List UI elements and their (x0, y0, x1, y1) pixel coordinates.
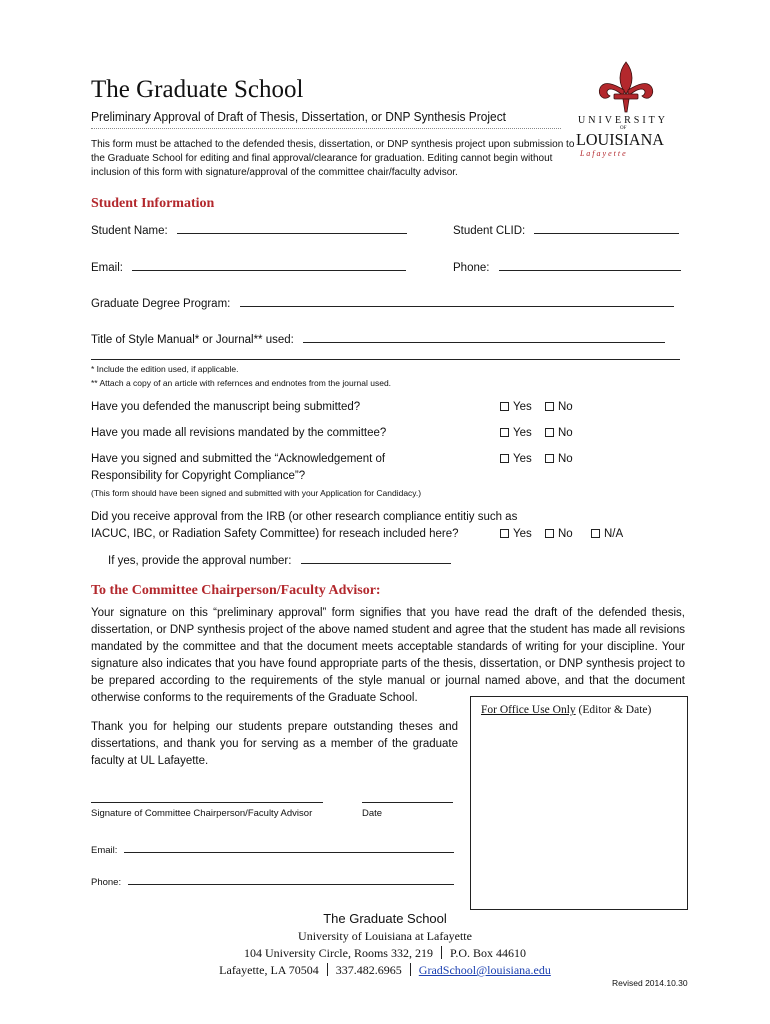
student-clid-label: Student CLID: (453, 225, 526, 237)
student-phone-label: Phone: (453, 262, 490, 274)
logo-line2: LOUISIANA (576, 130, 664, 149)
footer-line3 (0, 963, 770, 978)
degree-program-label: Graduate Degree Program: (91, 298, 231, 310)
form-subtitle: Preliminary Approval of Draft of Thesis, Dissertation, or DNP Synthesis Project (91, 109, 507, 124)
subtitle-rule (91, 128, 561, 129)
question-revisions: Have you made all revisions mandated by the committee? (91, 427, 387, 439)
question-irb-l1: Did you receive approval from the IRB (or other research compliance entitiy such as (91, 511, 518, 523)
committee-para-line: otherwise conforms to the requirements of the Graduate School. (91, 692, 418, 704)
student-info-heading: Student Information (91, 196, 215, 211)
page-title: The Graduate School (91, 76, 304, 103)
checkbox-icon (500, 428, 509, 437)
copyright-yes[interactable]: Yes (500, 453, 532, 465)
signature-line[interactable] (91, 802, 323, 803)
checkbox-icon (591, 529, 600, 538)
footer-city: Lafayette, LA 70504 (219, 963, 319, 977)
committee-para-line: Your signature on this “preliminary approval” form signifies that you have read the draft of the defended thesis, (91, 607, 685, 619)
office-use-box[interactable] (470, 696, 688, 910)
note-journal: ** Attach a copy of an article with refernces and endnotes from the journal used. (91, 378, 392, 388)
thanks-line: dissertations, and thank you for serving as a member of the graduate (91, 738, 458, 750)
advisor-email-field[interactable] (124, 841, 454, 853)
degree-program-row (91, 292, 691, 310)
revisions-no[interactable]: No (545, 427, 573, 439)
style-manual-field-line2[interactable] (91, 359, 680, 360)
office-use-label: For Office Use Only (Editor & Date) (481, 704, 652, 716)
date-line[interactable] (362, 802, 453, 803)
committee-para-line: be prepared according to the requirements of the style manual or journal named above, and that the document (91, 675, 685, 687)
checkbox-icon (545, 529, 554, 538)
university-logo (576, 60, 676, 160)
footer-line1: University of Louisiana at Lafayette (298, 929, 472, 943)
checkbox-icon (500, 454, 509, 463)
footer-line2 (0, 946, 770, 961)
question-copyright-l2: Responsibility for Copyright Compliance”? (91, 470, 306, 482)
logo-line3: L a f a y e t t e (580, 149, 626, 158)
advisor-email-label: Email: (91, 845, 118, 856)
approval-number-row (108, 549, 468, 567)
style-manual-row (91, 328, 691, 346)
intro-text: This form must be attached to the defended thesis, dissertation, or DNP synthesis project upon submission to the Graduate School for editing and final approval/clearance for graduation. Editing cannot begin without inclusion of this form with signature/approval of the committee chair/faculty advisor. (91, 139, 575, 178)
committee-para-line: dissertation, or DNP synthesis project of the above named student and agree that the student has made all revisions (91, 624, 685, 636)
revised-date: Revised 2014.10.30 (612, 978, 688, 988)
copyright-no[interactable]: No (545, 453, 573, 465)
approval-number-field[interactable] (301, 549, 451, 564)
checkbox-icon (500, 529, 509, 538)
advisor-phone-row (91, 873, 456, 888)
student-name-row (91, 219, 411, 237)
student-phone-field[interactable] (499, 256, 681, 271)
committee-para-line: mandated by the committee and that the document meets acceptable standards of writing for your discipline. Your (91, 641, 685, 653)
defended-no[interactable]: No (545, 401, 573, 413)
committee-paragraph (91, 605, 685, 707)
thanks-line: faculty at UL Lafayette. (91, 755, 209, 767)
note-edition: * Include the edition used, if applicable. (91, 364, 239, 374)
advisor-phone-label: Phone: (91, 877, 122, 888)
logo-of: OF (620, 126, 627, 131)
advisor-email-row (91, 841, 456, 856)
style-manual-field[interactable] (303, 328, 665, 343)
defended-yes[interactable]: Yes (500, 401, 532, 413)
committee-heading: To the Committee Chairperson/Faculty Advisor: (91, 583, 381, 598)
student-name-label: Student Name: (91, 225, 168, 237)
logo-line1: UNIVERSITY (578, 115, 668, 126)
checkbox-icon (500, 402, 509, 411)
footer-separator (327, 963, 328, 976)
student-clid-row (453, 219, 683, 237)
student-email-label: Email: (91, 262, 123, 274)
date-label: Date (362, 808, 383, 819)
student-phone-row (453, 256, 683, 274)
checkbox-icon (545, 454, 554, 463)
footer-title: The Graduate School (323, 911, 447, 926)
checkbox-icon (545, 428, 554, 437)
advisor-phone-field[interactable] (128, 873, 454, 885)
footer-address: 104 University Circle, Rooms 332, 219 (243, 946, 433, 960)
question-defended: Have you defended the manuscript being submitted? (91, 401, 361, 413)
footer-phone: 337.482.6965 (335, 963, 402, 977)
student-clid-field[interactable] (534, 219, 679, 234)
irb-na[interactable]: N/A (591, 528, 623, 540)
irb-yes[interactable]: Yes (500, 528, 532, 540)
student-email-field[interactable] (132, 256, 406, 271)
footer-email-link[interactable]: GradSchool@louisiana.edu (418, 963, 551, 977)
style-manual-label: Title of Style Manual* or Journal** used: (91, 334, 294, 346)
revisions-yes[interactable]: Yes (500, 427, 532, 439)
footer-separator (410, 963, 411, 976)
irb-no[interactable]: No (545, 528, 573, 540)
fleur-de-lis-icon (596, 60, 656, 116)
checkbox-icon (545, 402, 554, 411)
committee-para-line: signature also indicates that you have found appropriate parts of the thesis, dissertation, or DNP synthesis project to (91, 658, 685, 670)
question-irb-l2: IACUC, IBC, or Radiation Safety Committee) for reseach included here? (91, 528, 459, 540)
footer-pobox: P.O. Box 44610 (449, 946, 526, 960)
student-email-row (91, 256, 411, 274)
approval-number-label: If yes, provide the approval number: (108, 555, 292, 567)
signature-label: Signature of Committee Chairperson/Faculty Advisor (91, 808, 313, 819)
thanks-line: Thank you for helping our students prepare outstanding theses and (91, 721, 458, 733)
question-copyright-l1: Have you signed and submitted the “Acknowledgement of (91, 453, 386, 465)
thanks-paragraph (91, 719, 458, 770)
copyright-note: (This form should have been signed and submitted with your Application for Candidacy.) (91, 488, 422, 498)
degree-program-field[interactable] (240, 292, 674, 307)
footer-separator (441, 946, 442, 959)
student-name-field[interactable] (177, 219, 407, 234)
